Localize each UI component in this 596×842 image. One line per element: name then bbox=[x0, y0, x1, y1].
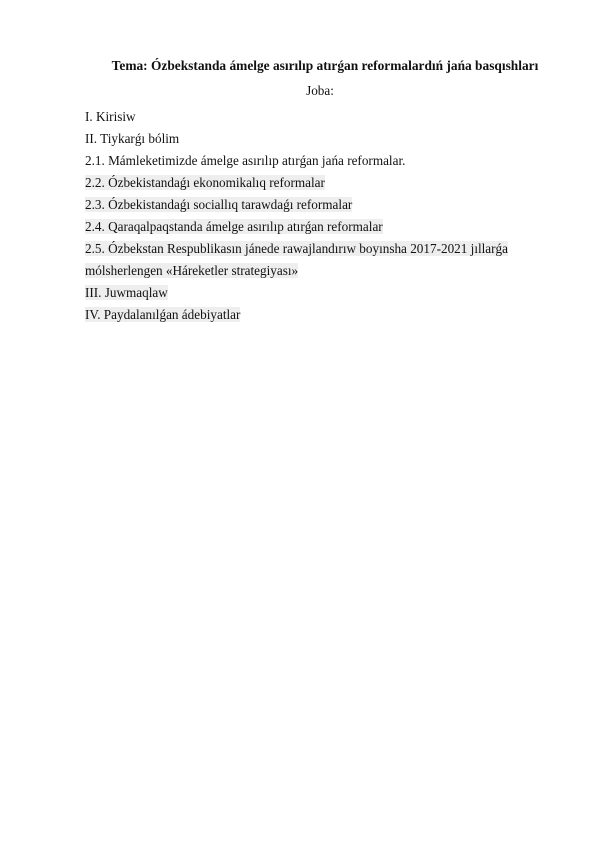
toc-item-text: 2.1. Mámleketimizde ámelge asırılıp atırǵan jańa reformalar. bbox=[85, 153, 406, 168]
toc-item-2-5 bbox=[85, 238, 555, 260]
toc-item-main-part bbox=[85, 128, 555, 150]
toc-item-introduction bbox=[85, 106, 555, 128]
document-title: Tema: Ózbekstanda ámelge asırılıp atırǵan reformalardıń jańa basqıshları bbox=[111, 58, 539, 73]
toc-item-2-5-continued bbox=[85, 260, 555, 282]
toc-item-text: I. Kirisiw bbox=[85, 109, 136, 124]
plan-heading: Joba: bbox=[306, 83, 334, 98]
toc-item-references bbox=[85, 304, 555, 326]
toc-item-text: II. Tiykarǵı bólim bbox=[85, 131, 180, 146]
toc-item-text: IV. Paydalanılǵan ádebiyatlar bbox=[85, 307, 241, 322]
toc-item-text: 2.2. Ózbekistandaǵı ekonomikalıq reformalar bbox=[85, 175, 325, 190]
table-of-contents bbox=[85, 106, 555, 326]
toc-item-text: 2.3. Ózbekistandaǵı sociallıq tarawdaǵı reformalar bbox=[85, 197, 353, 212]
toc-item-2-2 bbox=[85, 172, 555, 194]
toc-item-2-3 bbox=[85, 194, 555, 216]
toc-item-text: 2.4. Qaraqalpaqstanda ámelge asırılıp atırǵan reformalar bbox=[85, 219, 383, 234]
toc-item-conclusion bbox=[85, 282, 555, 304]
toc-item-2-1 bbox=[85, 150, 555, 172]
toc-item-text: mólsherlengen «Háreketler strategiyası» bbox=[85, 263, 299, 278]
toc-item-text: 2.5. Ózbekstan Respublikasın jánede rawajlandırıw boyınsha 2017-2021 jıllarǵa bbox=[85, 241, 508, 256]
toc-item-text: III. Juwmaqlaw bbox=[85, 285, 168, 300]
toc-item-2-4 bbox=[85, 216, 555, 238]
